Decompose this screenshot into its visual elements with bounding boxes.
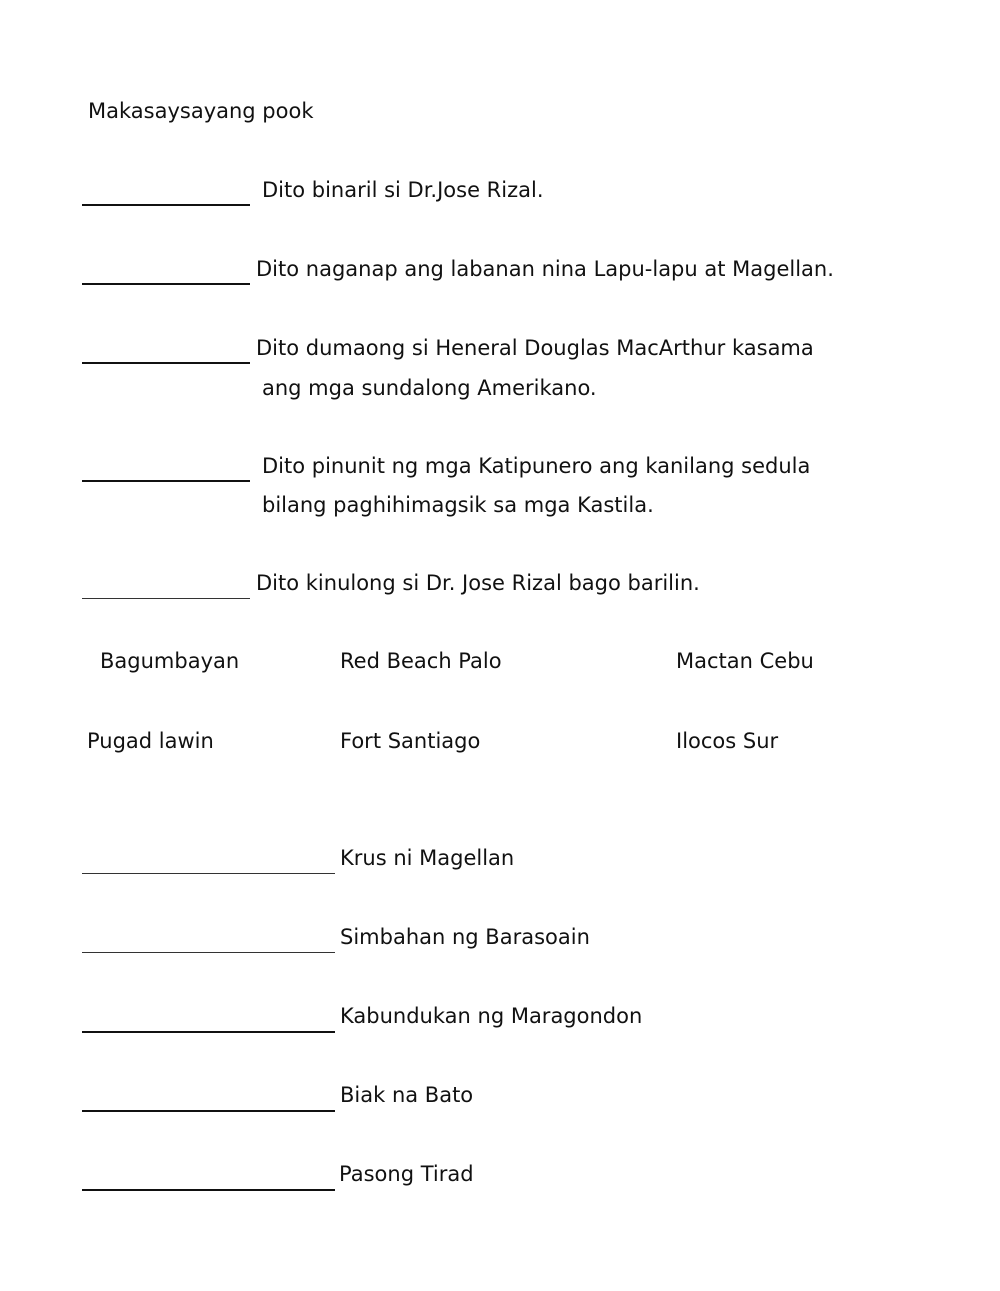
answer-blank-1[interactable] [82,204,250,206]
choice-pugad-lawin: Pugad lawin [87,729,214,753]
choice-red-beach-palo: Red Beach Palo [340,649,502,673]
answer-blank-9[interactable] [82,1110,335,1112]
answer-blank-7[interactable] [82,952,335,953]
answer-blank-6[interactable] [82,873,335,874]
clue-text-5: Dito kinulong si Dr. Jose Rizal bago barilin. [256,571,700,595]
answer-blank-4[interactable] [82,480,250,482]
answer-blank-2[interactable] [82,283,250,285]
choice-ilocos-sur: Ilocos Sur [676,729,779,753]
clue-text-1: Dito binaril si Dr.Jose Rizal. [262,178,544,202]
clue-text-4-line-1: Dito pinunit ng mga Katipunero ang kanilang sedula [262,454,811,478]
place-name-4: Biak na Bato [340,1083,474,1107]
clue-text-4-line-2: bilang paghihimagsik sa mga Kastila. [262,493,654,517]
answer-blank-8[interactable] [82,1031,335,1033]
clue-text-3-line-2: ang mga sundalong Amerikano. [262,376,597,400]
clue-text-3-line-1: Dito dumaong si Heneral Douglas MacArthur kasama [256,336,814,360]
answer-blank-3[interactable] [82,362,250,364]
answer-blank-10[interactable] [82,1189,335,1191]
clue-text-2: Dito naganap ang labanan nina Lapu-lapu at Magellan. [256,257,834,281]
choice-mactan-cebu: Mactan Cebu [676,649,814,673]
place-name-5: Pasong Tirad [339,1162,474,1186]
place-name-2: Simbahan ng Barasoain [340,925,590,949]
worksheet-title: Makasaysayang pook [88,99,314,123]
answer-blank-5[interactable] [82,598,250,599]
place-name-1: Krus ni Magellan [340,846,515,870]
choice-bagumbayan: Bagumbayan [100,649,240,673]
place-name-3: Kabundukan ng Maragondon [340,1004,643,1028]
choice-fort-santiago: Fort Santiago [340,729,481,753]
